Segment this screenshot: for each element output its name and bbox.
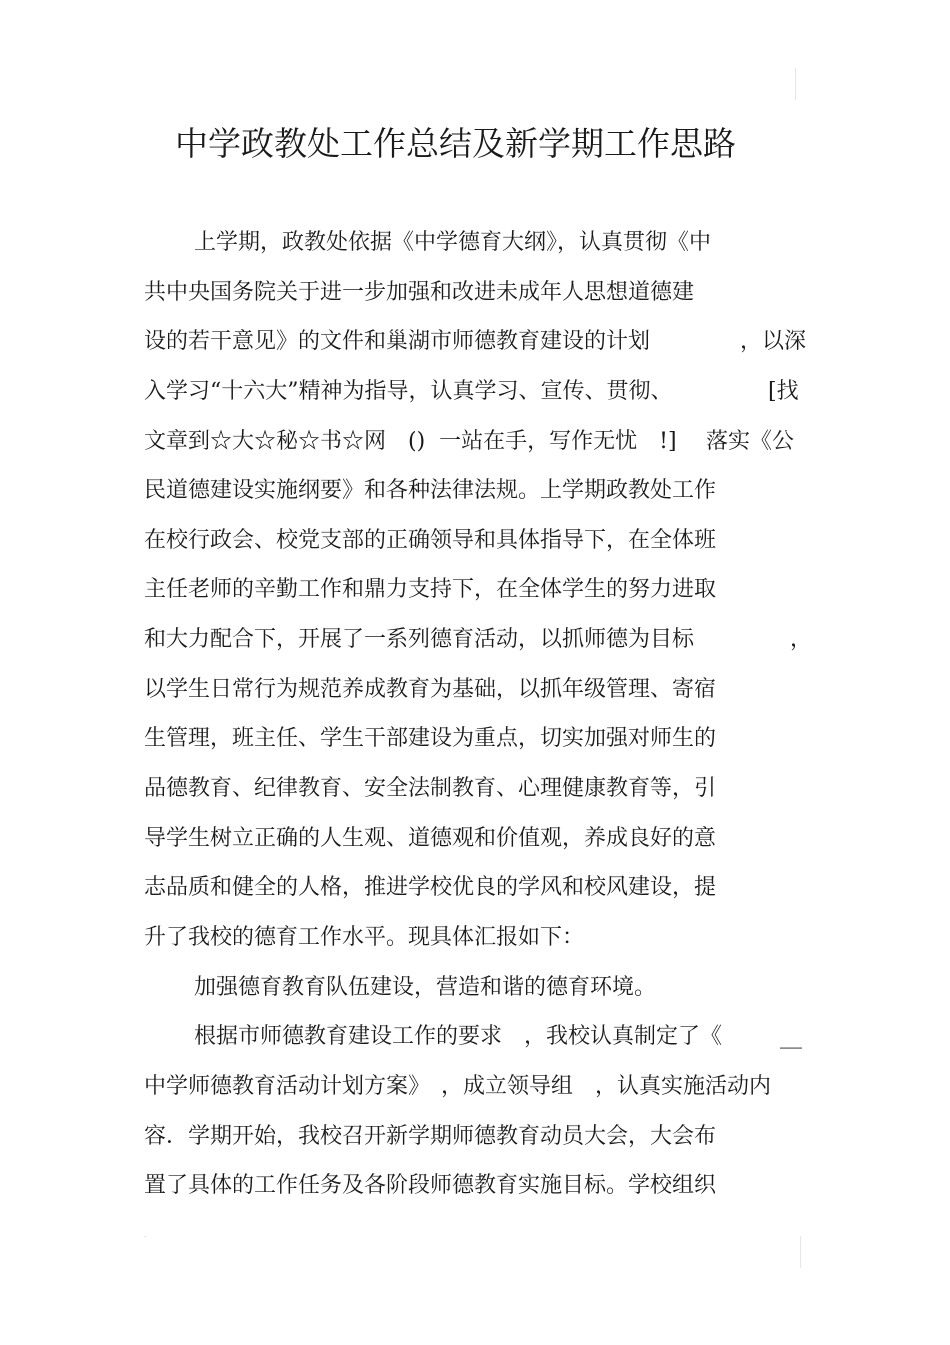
- text-line: 共中央国务院关于进一步加强和改进未成年人思想道德建: [144, 280, 695, 305]
- text-line: 民道德建设实施纲要》和各种法律法规。上学期政教处工作: [144, 478, 717, 503]
- text-line: 在校行政会、校党支部的正确领导和具体指导下，在全体班: [144, 528, 717, 553]
- text-line: 容．学期开始，我校召开新学期师德教育动员大会，大会布: [144, 1124, 717, 1149]
- page-edge-mark-bottom: [800, 1236, 801, 1268]
- text-line-tail: [找: [768, 379, 799, 404]
- text-line-tail: ，: [790, 627, 813, 652]
- text-line: 升了我校的德育工作水平。现具体汇报如下：: [144, 925, 585, 950]
- text-line: 生管理，班主任、学生干部建设为重点，切实加强对师生的: [144, 726, 717, 751]
- text-line: 导学生树立正确的人生观、道德观和价值观，养成良好的意: [144, 826, 717, 851]
- text-line: 入学习“十六大”精神为指导，认真学习、宣传、贯彻、: [144, 379, 673, 404]
- text-line-tail: 落实《公: [706, 429, 795, 454]
- page-title: 中学政教处工作总结及新学期工作思路: [175, 124, 736, 163]
- text-line: 置了具体的工作任务及各阶段师德教育实施目标。学校组织: [144, 1173, 717, 1198]
- text-line: 根据市师德教育建设工作的要求 ，我校认真制定了《: [194, 1024, 723, 1049]
- text-line: 上学期，政教处依据《中学德育大纲》，认真贯彻《中: [194, 230, 712, 255]
- text-line: 和大力配合下，开展了一系列德育活动，以抓师德为目标: [144, 627, 695, 652]
- text-line: 以学生日常行为规范养成教育为基础，以抓年级管理、寄宿: [144, 677, 717, 702]
- text-line: 志品质和健全的人格，推进学校优良的学风和校风建设，提: [144, 875, 717, 900]
- text-line-tail: ，以深: [740, 329, 807, 354]
- text-line: 加强德育教育队伍建设，营造和谐的德育环境。: [194, 975, 657, 1000]
- text-line: 品德教育、纪律教育、安全法制教育、心理健康教育等，引: [144, 776, 717, 801]
- page-edge-mark-left: [144, 1236, 146, 1237]
- text-line: 设的若干意见》的文件和巢湖市师德教育建设的计划: [144, 329, 651, 354]
- text-line: 中学师德教育活动计划方案》 ，成立领导组 ，认真实施活动内: [144, 1074, 772, 1099]
- text-line: 主任老师的辛勤工作和鼎力支持下，在全体学生的努力进取: [144, 577, 717, 602]
- text-line: 文章到☆大☆秘☆书☆网 () 一站在手，写作无忧 !]: [144, 429, 677, 454]
- text-line-tail: __: [780, 1024, 802, 1049]
